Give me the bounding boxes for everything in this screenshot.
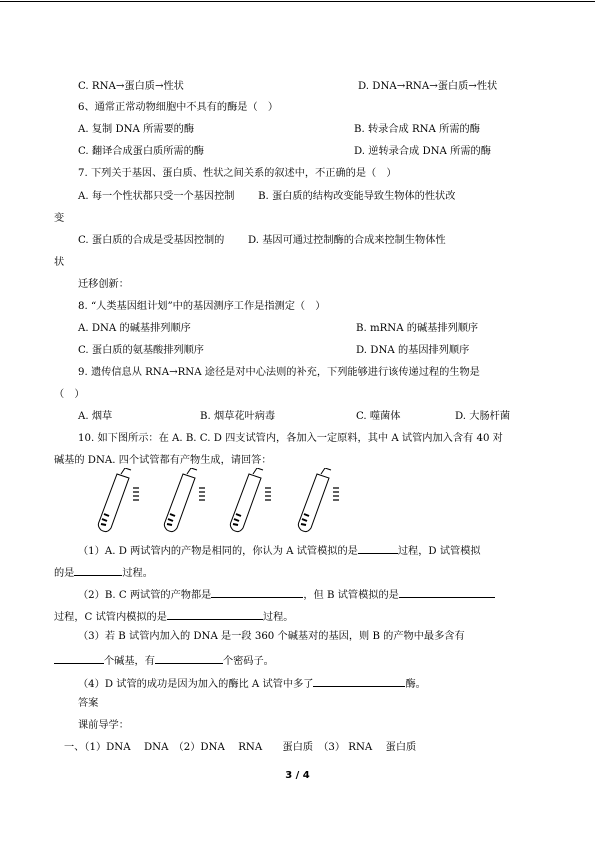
q8-option-d: D. DNA 的基因排列顺序 xyxy=(356,345,470,356)
answer-blank[interactable] xyxy=(54,652,104,664)
q9-stem-continued: （ ） xyxy=(54,389,85,400)
q9-option-c: C. 噬菌体 xyxy=(356,411,401,422)
q10-stem: 10. 如下图所示：在 A. B. C. D 四支试管内，各加入一定原料，其中 A 试管内加入含有 40 对 xyxy=(78,433,503,444)
q5-option-d: D. DNA→RNA→蛋白质→性状 xyxy=(358,81,498,92)
q10-sub4: （4）D 试管的成功是因为加入的酶比 A 试管中多了 酶。 xyxy=(78,675,426,692)
answer-blank[interactable] xyxy=(167,608,263,620)
q7-stem: 7. 下列关于基因、蛋白质、性状之间关系的叙述中，不正确的是（ ） xyxy=(78,168,397,179)
q8-option-b: B. mRNA 的碱基排列顺序 xyxy=(356,323,479,334)
answer-blank[interactable] xyxy=(399,586,495,598)
q10-sub1-line1: （1）A. D 两试管内的产物是相同的，你认为 A 试管模拟的是 过程，D 试管模拟 xyxy=(78,542,481,559)
q9-stem: 9. 遗传信息从 RNA→RNA 途径是对中心法则的补充，下列能够进行该传递过程的生物是 xyxy=(78,367,480,378)
q6-option-d: D. 逆转录合成 DNA 所需的酶 xyxy=(354,146,491,157)
answers-line-1: 一、（1）DNA DNA （2）DNA RNA 蛋白质 （3） RNA 蛋白质 xyxy=(64,742,417,753)
q6-option-b: B. 转录合成 RNA 所需的酶 xyxy=(354,124,480,135)
answer-blank[interactable] xyxy=(358,542,398,554)
q10-sub2-line1: （2）B. C 两试管的产物都是 ，但 B 试管模拟的是 xyxy=(78,586,495,603)
q7-option-b-continued: 变 xyxy=(54,213,65,224)
q10-sub1-line2: 的是 过程。 xyxy=(54,564,153,581)
q7-options-ab: A. 每一个性状都只受一个基因控制 B. 蛋白质的结构改变能导致生物体的性状改 xyxy=(78,191,456,202)
q5-option-c: C. RNA→蛋白质→性状 xyxy=(78,81,184,92)
answer-blank[interactable] xyxy=(313,675,405,687)
q9-option-a: A. 烟草 xyxy=(78,411,113,422)
test-tube-b-illustration xyxy=(164,468,205,532)
page-number: 3 / 4 xyxy=(285,770,310,781)
q6-stem: 6、通常正常动物细胞中不具有的酶是（ ） xyxy=(78,102,279,113)
q6-option-a: A. 复制 DNA 所需要的酶 xyxy=(78,124,195,135)
q10-stem-continued: 碱基的 DNA. 四个试管都有产物生成，请回答： xyxy=(54,455,272,466)
q10-sub3-line1: （3）若 B 试管内加入的 DNA 是一段 360 个碱基对的基因，则 B 的产物中最多含有 xyxy=(78,631,465,642)
test-tube-a-illustration xyxy=(98,468,139,532)
answer-blank[interactable] xyxy=(74,564,122,576)
q7-options-cd: C. 蛋白质的合成是受基因控制的 D. 基因可通过控制酶的合成来控制生物体性 xyxy=(78,235,446,246)
q10-sub3-line2: 个碱基，有 个密码子。 xyxy=(54,652,274,669)
test-tube-d-illustration xyxy=(298,468,339,532)
q8-stem: 8. “人类基因组计划”中的基因测序工作是指测定（ ） xyxy=(78,301,326,312)
q8-option-c: C. 蛋白质的氨基酸排列顺序 xyxy=(78,345,204,356)
test-tubes-figure xyxy=(95,468,365,534)
q7-option-d-continued: 状 xyxy=(54,257,65,268)
q9-option-b: B. 烟草花叶病毒 xyxy=(200,411,276,422)
q10-sub2-line2: 过程，C 试管内模拟的是 过程。 xyxy=(54,608,293,625)
answers-title: 答案 xyxy=(78,698,99,709)
q9-option-d: D. 大肠杆菌 xyxy=(455,411,511,422)
page-top-border xyxy=(0,1,595,2)
test-tube-c-illustration xyxy=(230,468,271,532)
answer-blank[interactable] xyxy=(155,652,223,664)
answers-subtitle: 课前导学： xyxy=(78,720,129,731)
section-title: 迁移创新： xyxy=(78,279,129,290)
answer-blank[interactable] xyxy=(211,586,303,598)
q6-option-c: C. 翻译合成蛋白质所需的酶 xyxy=(78,146,204,157)
q8-option-a: A. DNA 的碱基排列顺序 xyxy=(78,323,191,334)
